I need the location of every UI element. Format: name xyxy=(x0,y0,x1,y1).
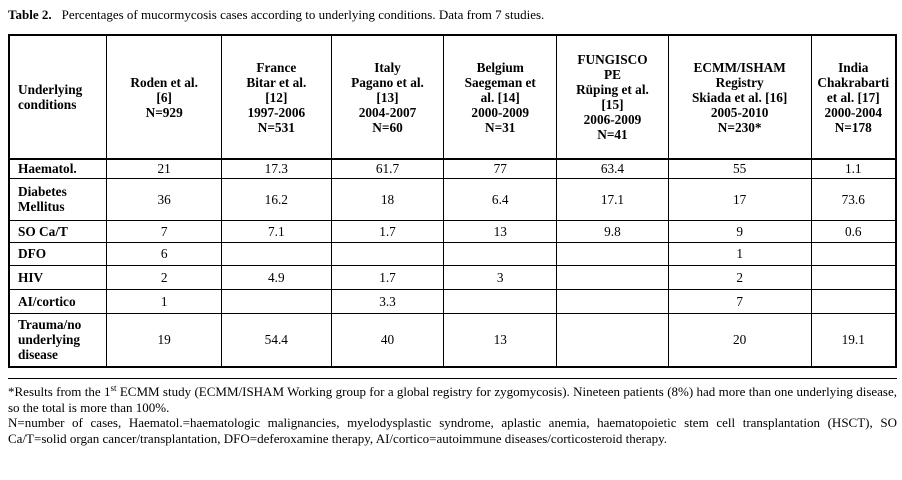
column-header-fungiscope xyxy=(557,35,669,159)
column-header-ecmm xyxy=(668,35,811,159)
header-line: N=230* xyxy=(717,119,762,135)
table-cell: 77 xyxy=(444,159,557,178)
header-line: Chakrabarti xyxy=(817,74,890,90)
table-cell: 2 xyxy=(668,265,811,289)
header-line: FUNGISCO xyxy=(577,52,648,67)
table-row-so-ca-t xyxy=(9,220,896,242)
footnote-star-superscript: st xyxy=(110,383,117,393)
table-cell xyxy=(557,313,669,367)
header-line: Rüping et al. xyxy=(576,82,649,97)
header-line: 2000-2009 xyxy=(471,104,530,120)
table-cell: 4.9 xyxy=(222,265,332,289)
header-line: N=41 xyxy=(597,127,628,142)
table-cell: 6.4 xyxy=(444,178,557,220)
table-caption-text: Percentages of mucormycosis cases according to underlying conditions. Data from 7 studies. xyxy=(61,7,545,22)
table-cell: 17 xyxy=(668,178,811,220)
row-label-line: disease xyxy=(18,347,58,363)
table-cell: 3 xyxy=(444,265,557,289)
table-cell: 36 xyxy=(107,178,222,220)
corner-header-line: conditions xyxy=(18,97,77,112)
table-cell: 1 xyxy=(668,242,811,265)
row-label xyxy=(9,178,107,220)
table-cell: 16.2 xyxy=(222,178,332,220)
header-line: India xyxy=(838,59,869,75)
header-line: Pagano et al. xyxy=(351,74,424,90)
table-row-hiv xyxy=(9,265,896,289)
header-line: al. [14] xyxy=(480,89,520,105)
table-row-haematol xyxy=(9,159,896,178)
header-line: France xyxy=(256,59,297,75)
table-cell: 63.4 xyxy=(557,159,669,178)
row-label xyxy=(9,242,107,265)
table-cell xyxy=(557,242,669,265)
header-line: N=178 xyxy=(834,119,872,135)
header-line: Italy xyxy=(374,59,401,75)
header-line: PE xyxy=(603,67,621,82)
footnote-star xyxy=(8,384,897,415)
table-cell: 21 xyxy=(107,159,222,178)
column-header-france xyxy=(222,35,332,159)
row-label-line: AI/cortico xyxy=(18,293,76,309)
table-cell: 17.3 xyxy=(222,159,332,178)
row-label-line: Haematol. xyxy=(18,161,77,177)
table-cell xyxy=(811,265,896,289)
table-cell xyxy=(444,242,557,265)
header-line: 2005-2010 xyxy=(710,104,769,120)
header-line: et al. [17] xyxy=(826,89,880,105)
header-line: 2000-2004 xyxy=(824,104,883,120)
table-cell: 3.3 xyxy=(331,289,444,313)
table-cell: 0.6 xyxy=(811,220,896,242)
row-label-line: underlying xyxy=(18,332,81,348)
corner-header xyxy=(9,35,107,159)
table-cell: 1.7 xyxy=(331,220,444,242)
header-line: Bitar et al. xyxy=(246,74,307,90)
header-line: Roden et al. xyxy=(130,74,198,90)
header-line: 2004-2007 xyxy=(358,104,417,120)
table-cell: 13 xyxy=(444,313,557,367)
table-cell: 9.8 xyxy=(557,220,669,242)
row-label xyxy=(9,313,107,367)
table-cell: 9 xyxy=(668,220,811,242)
table-row-dfo xyxy=(9,242,896,265)
table-cell xyxy=(222,242,332,265)
table-caption-label: Table 2. xyxy=(8,7,52,22)
table-cell: 55 xyxy=(668,159,811,178)
header-row xyxy=(9,35,896,159)
row-label-line: HIV xyxy=(18,269,44,285)
header-line: 2006-2009 xyxy=(583,112,642,127)
header-line: Skiada et al. [16] xyxy=(692,89,788,105)
row-label xyxy=(9,159,107,178)
table-cell xyxy=(331,242,444,265)
table-cell: 7.1 xyxy=(222,220,332,242)
header-line: [13] xyxy=(376,89,399,105)
table-row-trauma xyxy=(9,313,896,367)
table-cell: 73.6 xyxy=(811,178,896,220)
column-header-belgium xyxy=(444,35,557,159)
table-cell: 7 xyxy=(107,220,222,242)
table-cell xyxy=(557,265,669,289)
row-label xyxy=(9,220,107,242)
table-cell: 6 xyxy=(107,242,222,265)
row-label xyxy=(9,265,107,289)
mucormycosis-table xyxy=(8,34,897,368)
footnote-star-text-rest: ECMM study (ECMM/ISHAM Working group for a global registry for zygomycosis). Nineteen patients (8%) had more than one underlying disease, so the total is more than 100%. xyxy=(8,384,898,415)
table-cell: 1 xyxy=(107,289,222,313)
table-row-ai-cortico xyxy=(9,289,896,313)
row-label xyxy=(9,289,107,313)
header-line: [15] xyxy=(601,97,624,112)
footnote-star-text: *Results from the 1 xyxy=(8,384,111,399)
column-header-italy xyxy=(331,35,444,159)
footnote-divider xyxy=(8,378,897,379)
table-cell: 19.1 xyxy=(811,313,896,367)
row-label-line: Diabetes xyxy=(18,184,67,199)
row-label-line: SO Ca/T xyxy=(18,223,68,239)
column-header-india xyxy=(811,35,896,159)
table-row-diabetes xyxy=(9,178,896,220)
header-line: Saegeman et xyxy=(464,74,536,90)
table-cell: 1.1 xyxy=(811,159,896,178)
table-cell: 19 xyxy=(107,313,222,367)
column-header-roden xyxy=(107,35,222,159)
table-cell: 1.7 xyxy=(331,265,444,289)
footnotes xyxy=(8,384,897,446)
header-line: [6] xyxy=(156,89,172,105)
row-label-line: Mellitus xyxy=(18,199,65,214)
table-cell: 40 xyxy=(331,313,444,367)
table-cell xyxy=(222,289,332,313)
table-cell xyxy=(557,289,669,313)
header-line: N=531 xyxy=(257,119,295,135)
header-line: Registry xyxy=(715,74,764,90)
table-cell xyxy=(444,289,557,313)
table-cell xyxy=(811,242,896,265)
table-cell xyxy=(811,289,896,313)
header-line: ECMM/ISHAM xyxy=(693,59,786,75)
table-cell: 17.1 xyxy=(557,178,669,220)
header-line: N=929 xyxy=(145,104,183,120)
table-cell: 13 xyxy=(444,220,557,242)
table-cell: 7 xyxy=(668,289,811,313)
table-cell: 20 xyxy=(668,313,811,367)
header-line: [12] xyxy=(265,89,288,105)
row-label-line: DFO xyxy=(18,246,47,261)
footnote-abbreviations: N=number of cases, Haematol.=haematologic malignancies, myelodysplastic syndrome, aplastic anemia, haematopoietic stem cell transplantation (HSCT), SO Ca/T=solid organ cancer/transplantation, DFO=deferoxamine therapy, AI/cortico=autoimmune diseases/corticosteroid therapy. xyxy=(8,415,897,446)
header-line: N=31 xyxy=(484,119,516,135)
table-cell: 61.7 xyxy=(331,159,444,178)
header-line: 1997-2006 xyxy=(247,104,306,120)
corner-header-line: Underlying xyxy=(18,82,83,97)
table-caption xyxy=(8,7,544,23)
table-cell: 18 xyxy=(331,178,444,220)
table-cell: 54.4 xyxy=(222,313,332,367)
row-label-line: Trauma/no xyxy=(18,317,82,333)
table-cell: 2 xyxy=(107,265,222,289)
header-line: N=60 xyxy=(372,119,403,135)
header-line: Belgium xyxy=(476,59,524,75)
